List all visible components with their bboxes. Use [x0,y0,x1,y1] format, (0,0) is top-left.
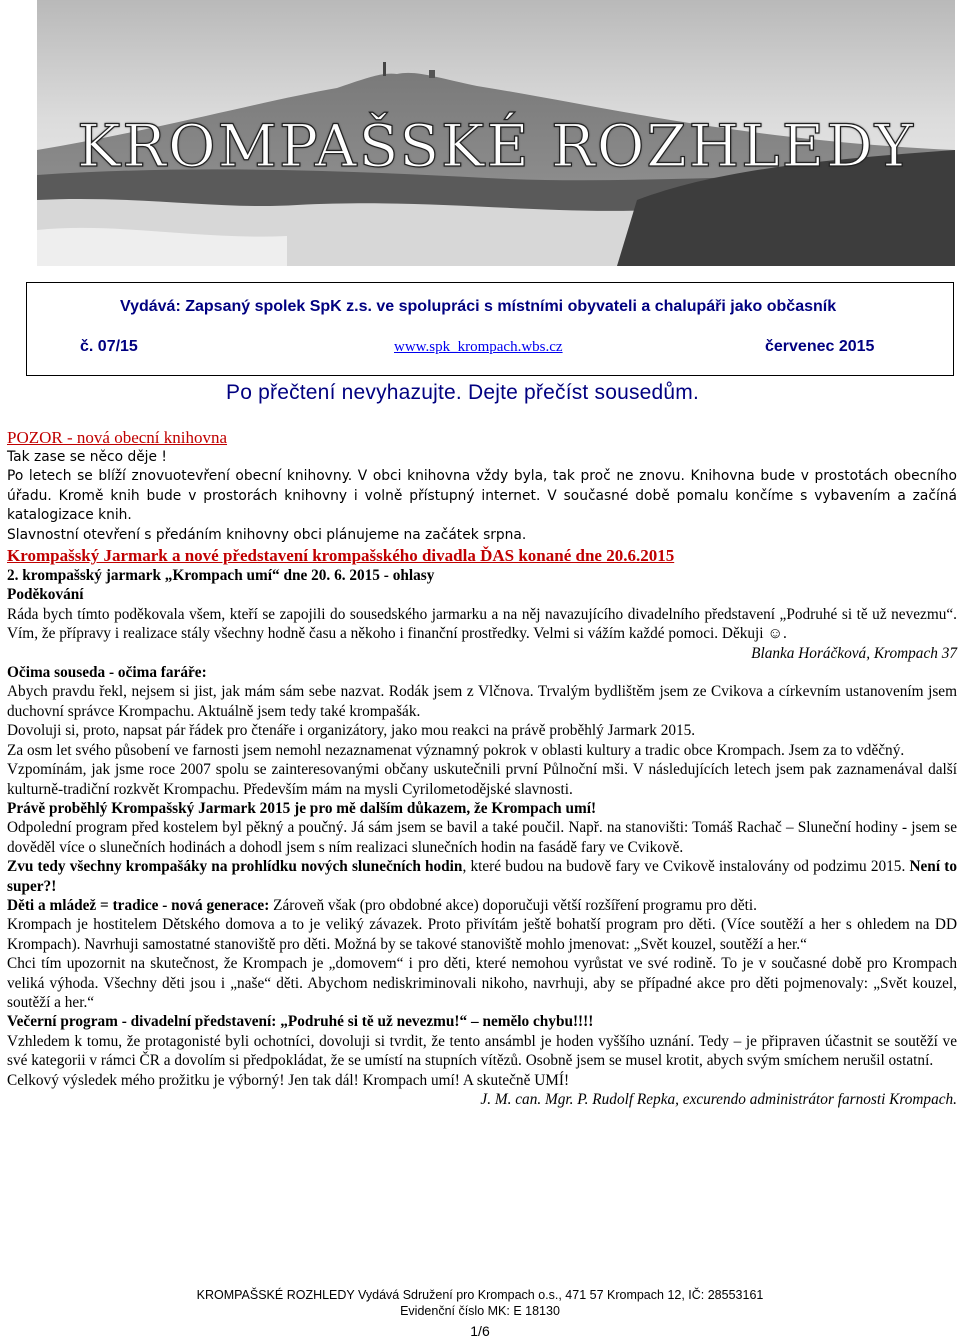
paragraph-3: Za osm let svého působení ve farnosti jsem nemohl nezaznamenat významný pokrok v oblasti kultury a tradic obce Krompach. Jsem za to vděčný. [7,741,905,759]
issue-number: č. 07/15 [80,338,138,355]
host-text: Krompach je hostitelem Dětského domova a to je veliký závazek. Proto přivítám ještě bohatší program pro děti. (Více soutěží a her s ohledem na DD Krompach). Navrhuji samostatné stanoviště pro děti. Možná by se takové stanoviště mohlo jmenovat: „Svět kouzel, soutěží a her.“ [7,916,957,953]
invite-bold: Zvu tedy všechny krompašáky na prohlídku nových slunečních hodin [7,858,463,876]
thanks-text: Ráda bych tímto poděkovala všem, kteří se zapojili do sousedského jarmarku a na něj navazujícího divadelního představení „Podruhé si tě už nevezmu“. Vím, že přípravy i realizace stály všechny hodně času a někoho i finanční prostředky. Velmi si vážím každé pomoci. Děkuji ☺. [7,605,957,643]
bold-statement: Právě proběhlý Krompašský Jarmark 2015 je pro mě dalším důkazem, že Krompach umí! [7,799,597,817]
paragraph-2: Dovoluji si, proto, napsat pár řádek pro čtenáře i organizátory, jako mou reakci na právě proběhlý Jarmark 2015. [7,722,696,740]
youth-paragraph [7,896,957,915]
website-link[interactable]: www.spk_krompach.wbs.cz [394,339,563,355]
masthead-title: KROMPAŠSKÉ ROZHLEDY [77,112,915,180]
paragraph-1: Abych pravdu řekl, nejsem si jist, jak mám sám sebe nazvat. Rodák jsem z Vlčnova. Trvalým bydlištěm jsem ze Cvikova a církevním ustanovením jsem duchovní správce Krompachu. Aktuálně jsem tedy také krompašák. [7,683,957,720]
evening-text: Vzhledem k tomu, že protagonisté byli ochotníci, dovoluji si tvrdit, že tento ansámbl je hoden vyššího uznání. Tedy – je připraven účastnit se soutěží ve své kategorii v rámci ČR a dovolím si předpokládat, že se umístí na stupních vítězů. Osobně jsem se musel krotit, abych svým smíchem nerušil ostatní. [7,1032,957,1070]
program-text: Odpolední program před kostelem byl pěkný a poučný. Já sám jsem se bavil a také poučil. Např. na stanovišti: Tomáš Rachač – Sluneční hodiny - jsem se dověděl více o slunečních hodinách a dohodl jsem s ním realizaci slunečních hodin na fasádě fary ve Cvikově. [7,819,957,856]
author-signature: J. M. can. Mgr. P. Rudolf Repka, excurendo administrátor farnosti Krompach. [480,1091,957,1108]
invite-paragraph [7,857,957,896]
library-title: POZOR - nová obecní knihovna [7,428,228,447]
masthead-photo [37,0,955,266]
invite-end: Není to super?! [7,858,957,895]
page-footer [0,1287,960,1319]
issue-date: červenec 2015 [765,338,875,355]
publisher-box [26,282,954,376]
jarmark-title: Krompašský Jarmark a nové představení krompašského divadla ĎAS konané dne 20.6.2015 [7,546,675,566]
motto: Po přečtení nevyhazujte. Dejte přečíst sousedům. [226,381,700,404]
library-intro: Tak zase se něco děje ! [7,449,167,465]
publisher-line: Vydává: Zapsaný spolek SpK z.s. ve spolupráci s místními obyvateli a chalupáři jako občasník [120,298,837,315]
page-number: 1/6 [470,1323,490,1339]
youth-bold: Děti a mládež = tradice - nová generace: [7,896,270,914]
paragraph-4: Vzpomínám, jak jsme roce 2007 spolu se zainteresovanými občany uskutečnili první Půlnoční mši. V následujících letech jsem pak zaznamenával další kulturně-tradiční rozkvět Krompachu. Především mám na mysli Cyrilometodějské slavnosti. [7,761,957,798]
article-content [7,428,957,1109]
jarmark-subtitle: 2. krompašský jarmark „Krompach umí“ dne 20. 6. 2015 - ohlasy [7,567,435,585]
library-paragraph: Po letech se blíží znovuotevření obecní knihovny. V obci knihovna vždy byla, tak proč ne znovu. Knihovna bude v prostotách obecního úřadu. Kromě knih bude v prostorách knihovny i volně přístupný internet. V současné době pomalu končíme s vybavením a začíná katalogizace knih. [7,468,957,524]
footer-line-2: Evidenční číslo MK: E 18130 [400,1304,560,1318]
library-closing: Slavnostní otevření s předáním knihovny obci plánujeme na začátek srpna. [7,526,527,543]
thanks-signature: Blanka Horáčková, Krompach 37 [751,644,957,662]
overall-text: Celkový výsledek mého prožitku je výborný! Jen tak dál! Krompach umí! A skutečně UMÍ! [7,1071,570,1089]
thanks-heading: Poděkování [7,586,84,604]
neighbour-heading: Očima souseda - očima faráře: [7,664,207,682]
invite-rest: , které budou na budově fary ve Cvikově instalovány od podzimu 2015. [462,858,910,876]
evening-heading: Večerní program - divadelní představení: „Podruhé si tě už nevezmu!“ – nemělo chybu!!!! [7,1013,594,1031]
home-text: Chci tím upozornit na skutečnost, že Krompach je „domovem“ i pro děti, které nemohou vyrůstat ve své rodině. To je v současné době pro Krompach veliká výhoda. Všechny děti jsou i „naše“ děti. Abychom nediskriminovali nikoho, navrhuji, aby se případné akce pro děti pojmenovaly: „Svět kouzel, soutěží a her.“ [7,955,957,1011]
footer-line-1: KROMPAŠSKÉ ROZHLEDY Vydává Sdružení pro Krompach o.s., 471 57 Krompach 12, IČ: 28553161 [196,1288,764,1302]
youth-rest: Zároveň však (pro obdobné akce) doporučuji větší rozšíření programu pro děti. [269,896,757,914]
